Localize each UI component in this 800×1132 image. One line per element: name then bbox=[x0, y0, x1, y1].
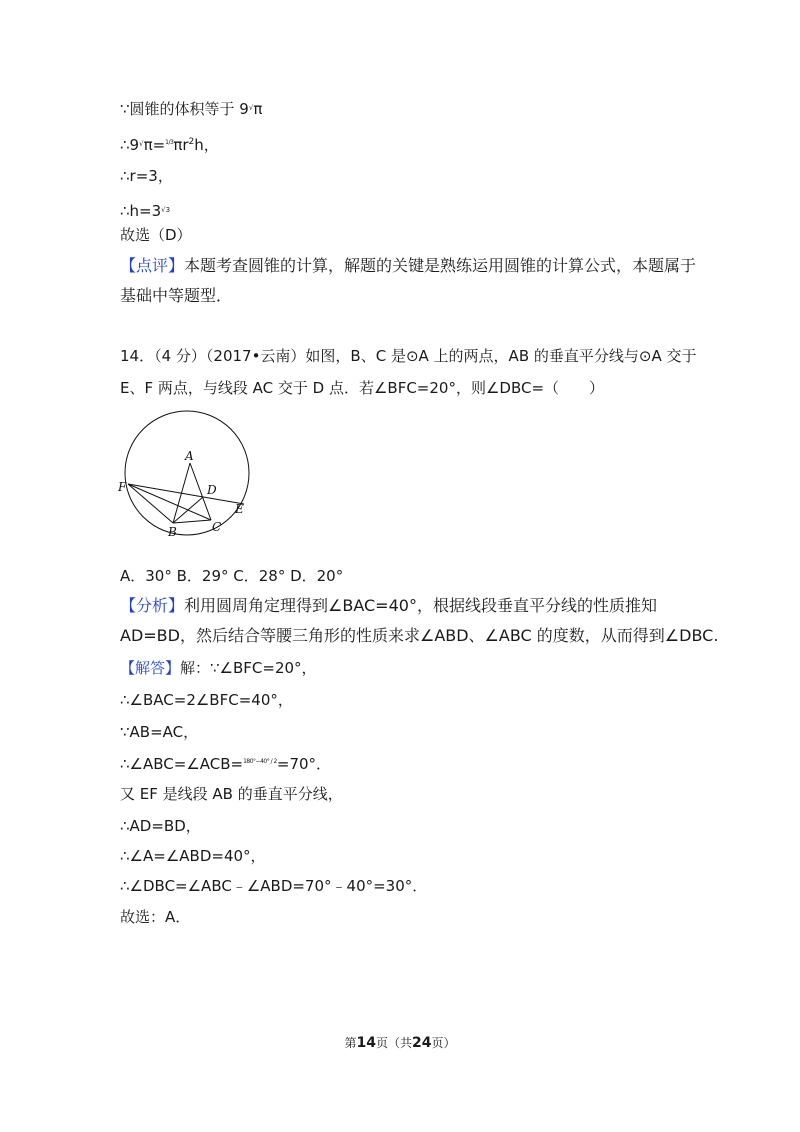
equation-part: h， bbox=[194, 136, 219, 154]
solution-line-7: ∴∠A=∠ABD=40°， bbox=[120, 847, 266, 865]
answer-options: A．30° B．29° C．28° D．20° bbox=[120, 567, 344, 585]
label-e: E bbox=[235, 502, 244, 516]
prev-line-1 bbox=[120, 98, 262, 119]
analysis-line-2: AD=BD，然后结合等腰三角形的性质来求∠ABD、∠ABC 的度数，从而得到∠DBC. bbox=[120, 626, 719, 645]
footer-text: 页） bbox=[431, 1036, 456, 1050]
solution-text: 解：∵∠BFC=20°， bbox=[180, 659, 317, 677]
label-d: D bbox=[207, 483, 217, 497]
geometry-figure bbox=[118, 408, 253, 543]
analysis-tag: 【分析】 bbox=[120, 596, 185, 615]
solution-line-9: 故选：A． bbox=[120, 908, 191, 926]
fraction: 180°−40° / 2 bbox=[243, 758, 277, 765]
sqrt-glyph: √3 bbox=[161, 206, 171, 214]
question-line-2: E、F 两点，与线段 AC 交于 D 点．若∠BFC=20°，则∠DBC=（ ） bbox=[120, 379, 605, 397]
analysis-text: 利用圆周角定理得到∠BAC=40°，根据线段垂直平分线的性质推知 bbox=[184, 596, 657, 615]
segment-bc bbox=[173, 520, 211, 523]
segment-bd bbox=[173, 497, 203, 523]
solution-line-3: ∵AB=AC， bbox=[120, 723, 199, 741]
equation-part: ∴9 bbox=[120, 136, 140, 154]
solution-line-6: ∴AD=BD， bbox=[120, 817, 201, 835]
solution-line-8: ∴∠DBC=∠ABC﹣∠ABD=70°﹣40°=30°． bbox=[120, 877, 428, 895]
analysis-line-1 bbox=[120, 596, 657, 616]
comment-line-2: 基础中等题型． bbox=[120, 286, 233, 305]
line-fe bbox=[128, 484, 244, 504]
equation-part: πr bbox=[173, 136, 189, 154]
solution-line-2: ∴∠BAC=2∠BFC=40°， bbox=[120, 691, 293, 709]
volume-statement: ∵圆锥的体积等于 9 bbox=[120, 100, 249, 118]
page-total: 24 bbox=[412, 1035, 432, 1051]
solution-line-1 bbox=[120, 658, 317, 678]
solution-line-4 bbox=[120, 752, 331, 774]
pi-symbol: π bbox=[253, 100, 263, 118]
page-number: 14 bbox=[356, 1035, 376, 1051]
prev-line-4 bbox=[120, 200, 170, 221]
label-b: B bbox=[168, 525, 177, 539]
solution-line-5: 又 EF 是线段 AB 的垂直平分线， bbox=[120, 785, 343, 803]
footer-text: 第 bbox=[344, 1036, 357, 1050]
sqrt-glyph: √ bbox=[248, 104, 254, 112]
footer-text: 页（共 bbox=[375, 1036, 412, 1050]
segment-fb bbox=[128, 484, 173, 523]
equation-part: ∴h=3 bbox=[120, 202, 162, 220]
exponent: 2 bbox=[188, 137, 195, 147]
prev-answer: 故选（D） bbox=[120, 226, 192, 244]
label-a: A bbox=[185, 449, 194, 463]
label-f: F bbox=[118, 480, 127, 494]
fraction: 1/3 bbox=[165, 139, 174, 146]
equation-part: π= bbox=[143, 136, 166, 154]
comment-line-1 bbox=[120, 256, 696, 276]
equation-part: =70°． bbox=[276, 755, 332, 773]
prev-line-2 bbox=[120, 132, 219, 155]
comment-text: 本题考查圆锥的计算，解题的关键是熟练运用圆锥的计算公式，本题属于 bbox=[184, 256, 697, 275]
solution-tag: 【解答】 bbox=[120, 659, 181, 677]
sqrt-glyph: √ bbox=[139, 140, 144, 148]
question-line-1: 14．（4 分）（2017•云南）如图，B、C 是⊙A 上的两点，AB 的垂直平分线与⊙A 交于 bbox=[120, 347, 697, 365]
page-footer bbox=[0, 1034, 800, 1051]
equation-part: ∴∠ABC=∠ACB= bbox=[120, 755, 244, 773]
prev-line-3: ∴r=3， bbox=[120, 167, 173, 185]
label-c: C bbox=[212, 520, 222, 534]
comment-tag: 【点评】 bbox=[120, 256, 185, 275]
